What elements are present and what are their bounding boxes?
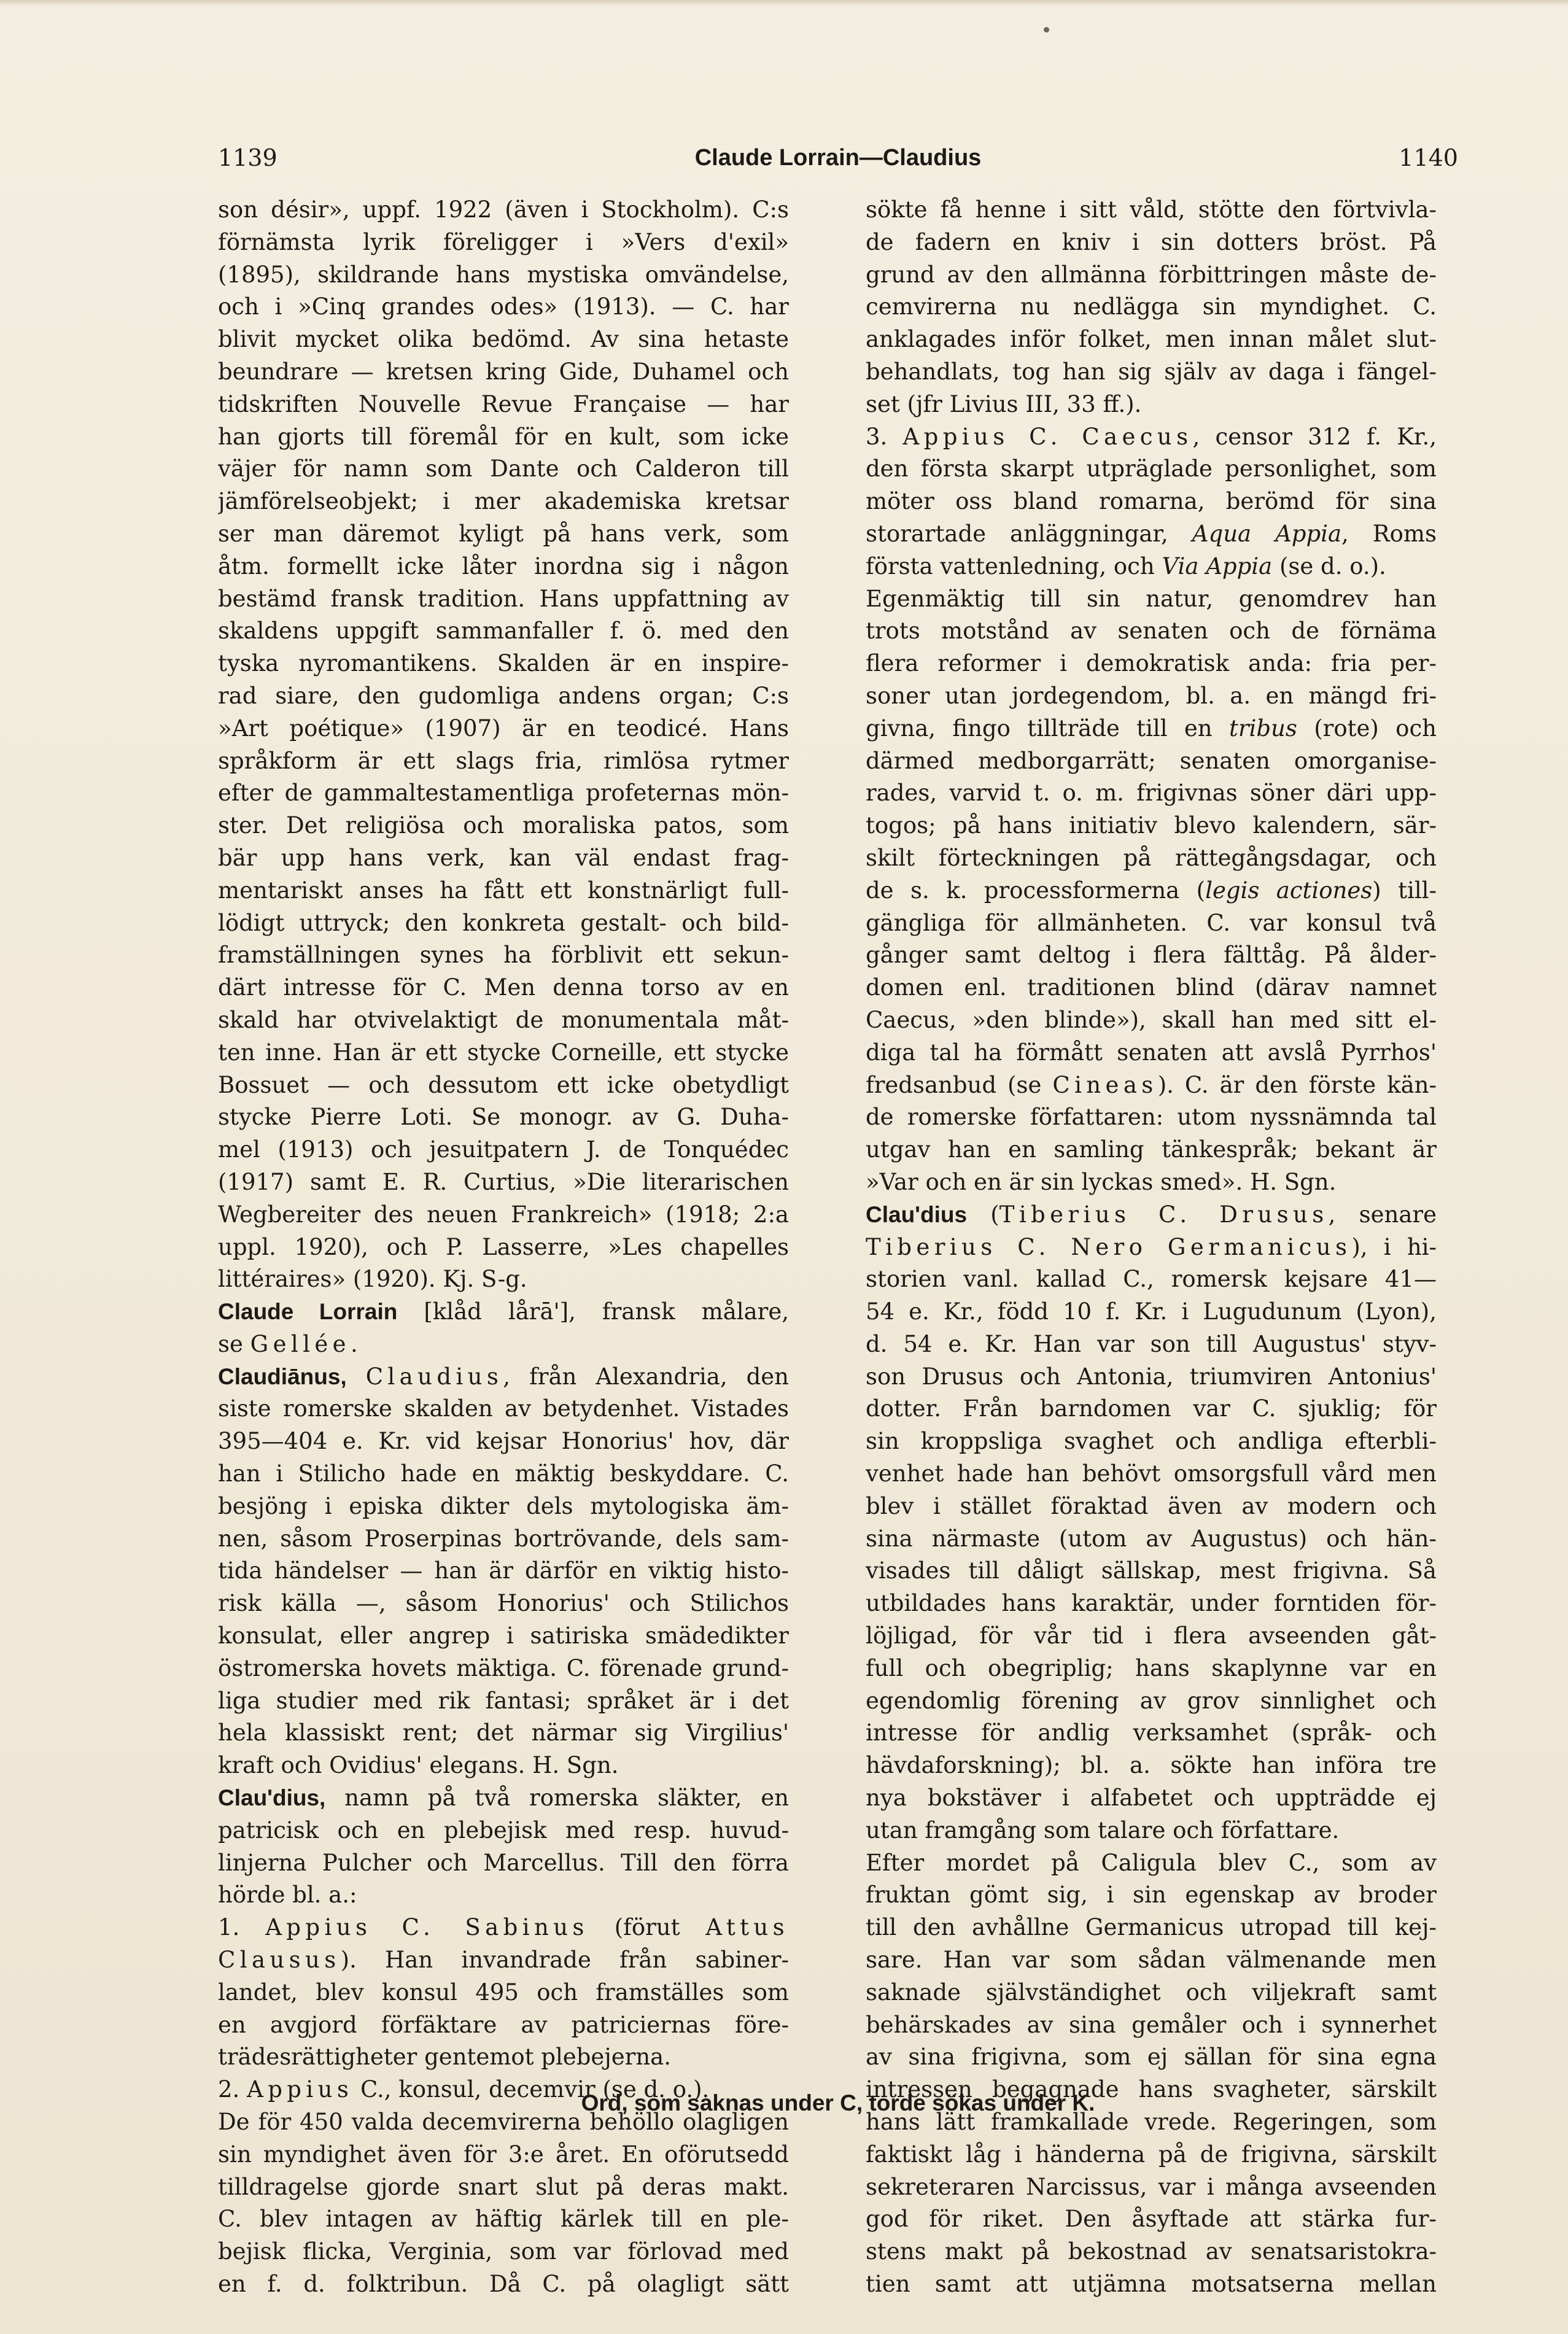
text-run: soner utan jordegendom, bl. a. en mängd fri- (866, 682, 1437, 709)
text-run: uppl. 1920), och P. Lasserre, »Les chapelles (218, 1233, 789, 1260)
text-line (218, 2268, 789, 2301)
text-run: behandlats, tog han sig själv av daga i fängel- (866, 358, 1437, 385)
text-run: 3. (866, 423, 903, 450)
text-line (866, 227, 1437, 259)
entry-headword: Clau'dius, (218, 1785, 326, 1811)
text-run: sare. Han var som sådan välmenande men (866, 1947, 1437, 1974)
entry-headword: Clau'dius (866, 1201, 968, 1227)
text-run: utbildades hans karaktär, under forntiden för- (866, 1590, 1437, 1617)
text-line (866, 1328, 1437, 1361)
text-run: (se d. o.). (1272, 552, 1386, 580)
text-run: framställningen synes ha förblivit ett sekun- (218, 942, 789, 969)
spaced-name: Cineas (1052, 1071, 1158, 1098)
text-line (866, 1588, 1437, 1620)
text-run: risk källa —, såsom Honorius' och Stilichos (218, 1590, 789, 1617)
text-run: se (218, 1330, 250, 1357)
text-run: hörde bl. a.: (218, 1882, 357, 1909)
text-line (866, 777, 1437, 810)
text-run: sin myndighet även för 3:e året. En oförutsedd (218, 2141, 789, 2168)
text-run: löjligad, för vår tid i flera avseenden gåt- (866, 1623, 1437, 1650)
text-run: 54 e. Kr., född 10 f. Kr. i Lugudunum (Lyon), (866, 1298, 1437, 1325)
text-run: åtm. formellt icke låter inordna sig i någon (218, 552, 789, 580)
text-run: full och obegriplig; hans skaplynne var en (866, 1654, 1437, 1681)
entry-headword: Claudiānus, (218, 1363, 347, 1389)
printing-dot (1044, 27, 1049, 33)
text-run: d. 54 e. Kr. Han var son till Augustus' styv- (866, 1330, 1437, 1357)
text-run (347, 1363, 366, 1390)
text-line (866, 518, 1437, 551)
text-run: utan framgång som talare och författare. (866, 1816, 1340, 1844)
text-line (218, 1069, 789, 1102)
text-line (218, 1425, 789, 1458)
text-line (866, 389, 1437, 421)
text-run: ster. Det religiösa och moraliska patos, som (218, 812, 789, 839)
text-line (866, 1166, 1437, 1199)
text-run: [klåd lårā'], fransk målare, (397, 1298, 789, 1325)
text-run: . (350, 1330, 358, 1357)
text-line (218, 1620, 789, 1653)
text-line (866, 1199, 1437, 1231)
text-run: östromerska hovets mäktiga. C. förenade grund- (218, 1654, 789, 1681)
text-line (218, 1296, 789, 1328)
text-run: C., konsul, decemvir (se d. o.). (353, 2076, 710, 2103)
text-line (218, 291, 789, 324)
text-line (866, 1393, 1437, 1425)
text-line (218, 421, 789, 454)
text-line (218, 1685, 789, 1718)
text-line (866, 551, 1437, 583)
text-run: besjöng i episka dikter dels mytologiska äm- (218, 1492, 789, 1519)
text-run: saknade självständighet och viljekraft samt (866, 1979, 1437, 2006)
text-run: intresse för andlig verksamhet (språk- och (866, 1719, 1437, 1747)
text-line (866, 842, 1437, 875)
text-run: namn på två romerska släkter, en (325, 1785, 789, 1812)
text-line (866, 972, 1437, 1004)
text-line (866, 713, 1437, 745)
text-run: domen enl. traditionen blind (därav namnet (866, 974, 1437, 1001)
text-line (218, 777, 789, 810)
text-run: patricisk och en plebejisk med resp. huvud- (218, 1816, 789, 1844)
text-line (218, 1977, 789, 2009)
text-line (218, 259, 789, 292)
text-line (218, 1491, 789, 1523)
text-line (866, 1004, 1437, 1037)
text-line (218, 1717, 789, 1750)
text-run: den första skarpt utpräglade personlighet, som (866, 456, 1437, 483)
text-run: grund av den allmänna förbittringen måste de- (866, 261, 1437, 288)
text-line (866, 1620, 1437, 1653)
text-line (218, 1328, 789, 1361)
text-run: han i Stilicho hade en mäktig beskyddare. C. (218, 1460, 789, 1487)
text-run: Caecus, »den blinde»), skall han med sitt el- (866, 1006, 1437, 1033)
text-run: »Art poétique» (1907) är en teodicé. Hans (218, 715, 789, 742)
text-line (866, 1782, 1437, 1815)
text-line (866, 648, 1437, 680)
running-title: Claude Lorrain—Claudius (694, 145, 982, 171)
text-line (866, 875, 1437, 907)
text-line (866, 2139, 1437, 2171)
text-line (866, 745, 1437, 778)
text-run: »Var och en är sin lyckas smed». H. Sgn. (866, 1168, 1337, 1195)
text-line (218, 2009, 789, 2042)
text-line (218, 1199, 789, 1231)
text-line (218, 486, 789, 518)
text-run: venhet hade han behövt omsorgsfull vård men (866, 1460, 1437, 1487)
text-line (218, 745, 789, 778)
text-run: flera reformer i demokratisk anda: fria per- (866, 650, 1437, 677)
text-run: bär upp hans verk, kan väl endast frag- (218, 844, 789, 871)
text-run: son désir», uppf. 1922 (även i Stockholm). C:s (218, 196, 789, 223)
text-run: hävdaforskning); bl. a. sökte han införa tre (866, 1752, 1437, 1779)
text-run: rad siare, den gudomliga andens organ; C:s (218, 682, 789, 709)
text-line (866, 2171, 1437, 2204)
text-line (866, 907, 1437, 940)
page-top-edge (0, 0, 1568, 6)
text-run: skilt förteckningen på rättegångsdagar, och (866, 844, 1437, 871)
text-run: ) till- (1372, 877, 1437, 904)
text-run: därmed medborgarrätt; senaten omorganise- (866, 747, 1437, 774)
text-line (218, 1555, 789, 1588)
text-line (218, 1588, 789, 1620)
text-line (218, 2139, 789, 2171)
text-run: skald har otvivelaktigt de monumentala måt- (218, 1006, 789, 1033)
text-line (218, 324, 789, 356)
text-run: mentariskt anses ha fått ett konstnärligt full- (218, 877, 789, 904)
text-run: Wegbereiter des neuen Frankreich» (1918; 2:a (218, 1201, 789, 1228)
text-run: sina närmaste (utom av Augustus) och hän- (866, 1525, 1437, 1552)
text-line (218, 1166, 789, 1199)
text-line (218, 907, 789, 940)
spaced-name: Appius C. Caecus (902, 423, 1193, 450)
text-line (218, 1263, 789, 1296)
text-line (866, 1653, 1437, 1685)
text-line (866, 324, 1437, 356)
text-run: landet, blev konsul 495 och framställes som (218, 1979, 789, 2006)
text-run: väjer för namn som Dante och Calderon till (218, 456, 789, 483)
text-line (866, 1523, 1437, 1556)
text-line (218, 453, 789, 486)
text-line (218, 1004, 789, 1037)
text-line (866, 421, 1437, 454)
text-run: och i »Cinq grandes odes» (1913). — C. har (218, 293, 789, 320)
text-line (218, 1912, 789, 1944)
text-run: en f. d. folktribun. Då C. på olagligt sätt (218, 2271, 789, 2297)
text-line (218, 810, 789, 842)
text-run: trädesrättigheter gentemot plebejerna. (218, 2044, 671, 2071)
text-line (866, 1879, 1437, 1912)
text-line (218, 518, 789, 551)
text-line (866, 939, 1437, 972)
text-run: tyska nyromantikens. Skalden är en inspire- (218, 650, 789, 677)
text-run: kraft och Ovidius' elegans. H. Sgn. (218, 1752, 619, 1779)
text-line (866, 2236, 1437, 2268)
text-run: Egenmäktig till sin natur, genomdrev han (866, 585, 1437, 612)
text-line (218, 972, 789, 1004)
text-run: De för 450 valda decemvirerna behöllo olagligen (218, 2109, 789, 2136)
text-run: ). C. är den förste kän- (1157, 1071, 1437, 1098)
text-line (866, 1977, 1437, 2009)
text-line (866, 1134, 1437, 1166)
text-run: bejisk flicka, Verginia, som var förlovad med (218, 2238, 789, 2265)
text-run: hela klassiskt rent; det närmar sig Virgilius' (218, 1719, 789, 1747)
text-run: blev i stället föraktad även av modern och (866, 1492, 1437, 1519)
text-line (866, 1425, 1437, 1458)
text-line (866, 583, 1437, 616)
text-run: gängliga för allmänheten. C. var konsul två (866, 909, 1437, 936)
text-run: dotter. Från barndomen var C. sjuklig; för (866, 1395, 1437, 1422)
text-run: en avgjord förfäktare av patriciernas före- (218, 2011, 789, 2038)
text-run: beundrare — kretsen kring Gide, Duhamel och (218, 358, 789, 385)
spaced-name: Gellée (250, 1330, 351, 1357)
text-run: ). Han invandrade från sabiner- (340, 1947, 789, 1974)
text-line (866, 453, 1437, 486)
text-run: de fadern en kniv i sin dotters bröst. På (866, 228, 1437, 255)
text-line (218, 2236, 789, 2268)
text-run: skaldens uppgift sammanfaller f. ö. med den (218, 618, 789, 645)
text-line (866, 2041, 1437, 2074)
text-line (866, 486, 1437, 518)
text-line (866, 2203, 1437, 2236)
text-run: tida händelser — han är därför en viktig histo- (218, 1557, 789, 1584)
text-line (866, 810, 1437, 842)
text-run: blivit mycket olika bedömd. Av sina hetaste (218, 326, 789, 353)
text-run: möter oss bland romarna, berömd för sina (866, 488, 1437, 515)
text-line (218, 1101, 789, 1134)
text-line (218, 1231, 789, 1264)
text-run: egendomlig förening av grov sinnlighet och (866, 1687, 1437, 1714)
text-run: 1. (218, 1914, 266, 1941)
text-line (866, 1912, 1437, 1944)
text-line (218, 551, 789, 583)
spaced-name: Claudius (365, 1363, 503, 1390)
text-run: därt intresse för C. Men denna torso av en (218, 974, 789, 1001)
text-run: fruktan gömt sig, i sin egenskap av broder (866, 1882, 1437, 1909)
text-run: förnämsta lyrik föreligger i »Vers d'exil» (218, 228, 789, 255)
text-line (218, 648, 789, 680)
text-line (218, 1393, 789, 1425)
text-run: , censor 312 f. Kr., (1192, 423, 1437, 450)
text-run: han gjorts till föremål för en kult, som icke (218, 423, 789, 450)
text-run: lödigt uttryck; den konkreta gestalt- och bild- (218, 909, 789, 936)
text-line (866, 2009, 1437, 2042)
column-number-left: 1139 (218, 144, 278, 171)
text-run: togos; på hans initiativ blevo kalendern, sär- (866, 812, 1437, 839)
text-run: rades, varvid t. o. m. frigivnas söner däri upp- (866, 780, 1437, 807)
text-run: 2. (218, 2076, 247, 2103)
spaced-name: Tiberius C. Drusus (999, 1201, 1329, 1228)
text-line (218, 2171, 789, 2204)
text-run: sökte få henne i sitt våld, stötte den förtvivla- (866, 196, 1437, 223)
text-line (218, 1782, 789, 1815)
text-run: ( (967, 1201, 999, 1228)
text-line (866, 1555, 1437, 1588)
spaced-name: Attus (705, 1914, 789, 1941)
text-line (218, 356, 789, 389)
spaced-name: Tiberius C. Nero Germanicus (866, 1233, 1352, 1260)
text-run: liga studier med rik fantasi; språket är i det (218, 1687, 789, 1714)
text-line (866, 680, 1437, 713)
text-line (866, 291, 1437, 324)
text-line (218, 842, 789, 875)
text-run: nya bokstäver i alfabetet och uppträdde ej (866, 1785, 1437, 1812)
text-line (866, 1717, 1437, 1750)
text-run: tilldragelse gjorde snart slut på deras makt. (218, 2173, 789, 2200)
text-run: Efter mordet på Caligula blev C., som av (866, 1849, 1437, 1876)
text-run: (1917) samt E. R. Curtius, »Die literarischen (218, 1168, 789, 1195)
text-line (218, 875, 789, 907)
text-run: littéraires» (1920). Kj. S-g. (218, 1266, 527, 1293)
italic-term: Via Appia (1162, 552, 1273, 580)
text-line (218, 2203, 789, 2236)
text-line (866, 1847, 1437, 1880)
spaced-name: Clausus (218, 1947, 341, 1974)
text-line (218, 680, 789, 713)
text-run: bestämd fransk tradition. Hans uppfattning av (218, 585, 789, 612)
right-column (866, 194, 1437, 2301)
text-run: son Drusus och Antonia, triumviren Antonius' (866, 1363, 1437, 1390)
text-line (218, 1944, 789, 1977)
text-run: fredsanbud (se (866, 1071, 1053, 1098)
text-line (866, 1296, 1437, 1328)
text-run: tidskriften Nouvelle Revue Française — har (218, 390, 789, 417)
text-line (866, 259, 1437, 292)
text-run: (1895), skildrande hans mystiska omvändelse, (218, 261, 789, 288)
text-run: gånger samt deltog i flera fälttåg. På ålder- (866, 942, 1437, 969)
text-run: stycke Pierre Loti. Se monogr. av G. Duha- (218, 1104, 789, 1131)
text-run: sekreteraren Narcissus, var i många avseenden (866, 2173, 1437, 2200)
text-run: de s. k. processformerna ( (866, 877, 1206, 904)
text-run: tien samt att utjämna motsatserna mellan (866, 2271, 1437, 2297)
text-run: C. blev intagen av häftig kärlek till en ple- (218, 2206, 789, 2233)
text-line (866, 1458, 1437, 1491)
text-line (218, 1815, 789, 1847)
text-line (866, 2268, 1437, 2301)
text-line (866, 1750, 1437, 1782)
text-run: visades till dåligt sällskap, mest frigivna. Så (866, 1557, 1437, 1584)
text-run: givna, fingo tillträde till en (866, 715, 1229, 742)
text-line (866, 1037, 1437, 1069)
text-run: linjerna Pulcher och Marcellus. Till den förra (218, 1849, 789, 1876)
text-line (218, 1750, 789, 1782)
spaced-name: Appius (247, 2076, 354, 2103)
text-line (218, 1134, 789, 1166)
text-line (866, 356, 1437, 389)
text-run: storartade anläggningar, (866, 520, 1192, 547)
text-line (218, 1361, 789, 1394)
text-line (218, 1458, 789, 1491)
text-line (866, 615, 1437, 648)
text-run: trots motstånd av senaten och de förnäma (866, 618, 1437, 645)
text-run: utgav han en samling tänkespråk; bekant är (866, 1136, 1437, 1163)
text-line (866, 1944, 1437, 1977)
text-run: Bossuet — och dessutom ett icke obetydligt (218, 1071, 789, 1098)
text-line (866, 1231, 1437, 1264)
text-line (218, 583, 789, 616)
text-run: intressen begagnade hans svagheter, särskilt (866, 2076, 1437, 2103)
italic-term: legis actiones (1205, 877, 1373, 904)
text-line (866, 1069, 1437, 1102)
text-run: ten inne. Han är ett stycke Corneille, ett stycke (218, 1039, 789, 1066)
text-line (218, 389, 789, 421)
text-run: efter de gammaltestamentliga profeternas mön- (218, 780, 789, 807)
italic-term: Aqua Appia (1192, 520, 1342, 547)
text-run: av sina frigivna, som ej sällan för sina egna (866, 2044, 1437, 2071)
text-run: 395—404 e. Kr. vid kejsar Honorius' hov, där (218, 1428, 789, 1455)
text-line (866, 1101, 1437, 1134)
text-run: storien vanl. kallad C., romersk kejsare 41— (866, 1266, 1437, 1293)
text-run: siste romerske skalden av betydenhet. Vistades (218, 1395, 789, 1422)
text-run: första vattenledning, och (866, 552, 1162, 580)
text-line (866, 1491, 1437, 1523)
text-line (866, 1685, 1437, 1718)
text-line (218, 1653, 789, 1685)
text-line (218, 615, 789, 648)
text-run: ser man däremot kyligt på hans verk, som (218, 520, 789, 547)
text-run: , senare (1328, 1201, 1437, 1228)
text-line (218, 2041, 789, 2074)
spaced-name: Appius C. Sabinus (265, 1914, 589, 1941)
text-run: (förut (588, 1914, 706, 1941)
text-run: anklagades inför folket, men innan målet slut- (866, 326, 1437, 353)
text-run: faktiskt låg i händerna på de frigivna, särskilt (866, 2141, 1437, 2168)
text-run: mel (1913) och jesuitpatern J. de Tonquédec (218, 1136, 789, 1163)
column-number-right: 1140 (1399, 144, 1458, 171)
entry-headword: Claude Lorrain (218, 1299, 398, 1325)
text-line (218, 1037, 789, 1069)
text-line (866, 194, 1437, 227)
text-run: till den avhållne Germanicus utropad till kej- (866, 1914, 1437, 1941)
text-run: god för riket. Den åsyftade att stärka fur- (866, 2206, 1437, 2233)
text-run: sin kroppsliga svaghet och andliga efterbli- (866, 1428, 1437, 1455)
text-run: nen, såsom Proserpinas bortrövande, dels sam- (218, 1525, 789, 1552)
text-line (218, 227, 789, 259)
text-run: stens makt på bekostnad av senatsaristokra- (866, 2238, 1437, 2265)
text-run: set (jfr Livius III, 33 ff.). (866, 390, 1142, 417)
text-line (866, 1361, 1437, 1394)
text-line (218, 194, 789, 227)
text-run: , från Alexandria, den (503, 1363, 789, 1390)
text-run: hans lätt framkallade vrede. Regeringen, som (866, 2109, 1437, 2136)
text-run: ), i hi- (1351, 1233, 1437, 1260)
text-run: jämförelseobjekt; i mer akademiska kretsar (218, 488, 789, 515)
text-run: cemvirerna nu nedlägga sin myndighet. C. (866, 293, 1437, 320)
page-header (218, 142, 1458, 179)
text-line (218, 1879, 789, 1912)
left-column (218, 194, 789, 2301)
text-run: , Roms (1341, 520, 1437, 547)
footer-note: Ord, som saknas under C, torde sökas under K. (581, 2090, 1095, 2115)
italic-term: tribus (1228, 715, 1297, 742)
text-run: (rote) och (1297, 715, 1437, 742)
text-run: språkform är ett slags fria, rimlösa rytmer (218, 747, 789, 774)
text-run: behärskades av sina gemåler och i synnerhet (866, 2011, 1437, 2038)
text-line (218, 1847, 789, 1880)
text-run: diga tal ha förmått senaten att avslå Pyrrhos' (866, 1039, 1437, 1066)
text-line (866, 1815, 1437, 1847)
text-line (218, 939, 789, 972)
text-line (866, 1263, 1437, 1296)
text-run: de romerske författaren: utom nyssnämnda tal (866, 1104, 1437, 1131)
text-run: konsulat, eller angrep i satiriska smädedikter (218, 1623, 789, 1650)
text-line (218, 1523, 789, 1556)
text-line (218, 713, 789, 745)
